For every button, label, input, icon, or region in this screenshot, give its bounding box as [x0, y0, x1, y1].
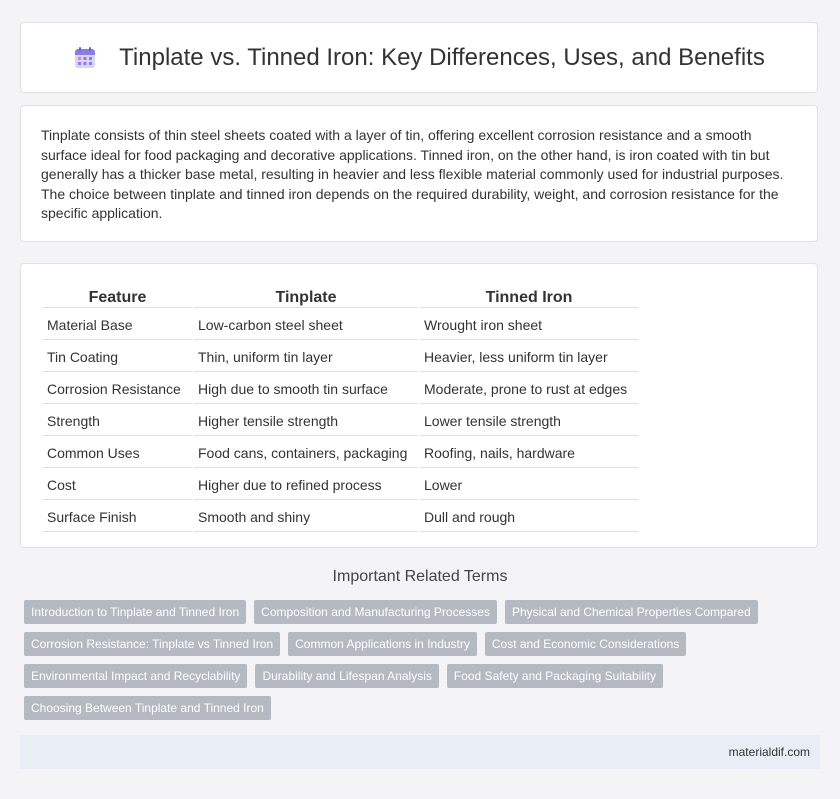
table-cell: High due to smooth tin surface: [194, 374, 418, 404]
table-cell: Low-carbon steel sheet: [194, 310, 418, 340]
title-wrap: [73, 44, 765, 72]
related-term-link[interactable]: Choosing Between Tinplate and Tinned Iron: [24, 696, 271, 720]
related-term-link[interactable]: Environmental Impact and Recyclability: [24, 664, 247, 688]
table-cell: Dull and rough: [420, 502, 638, 532]
page-title: Tinplate vs. Tinned Iron: Key Differences, Uses, and Benefits: [119, 43, 765, 71]
comparison-card: [20, 263, 818, 548]
table-cell: Thin, uniform tin layer: [194, 342, 418, 372]
related-term-link[interactable]: Common Applications in Industry: [288, 632, 477, 656]
header-feature: Feature: [43, 289, 192, 308]
table-cell: Moderate, prone to rust at edges: [420, 374, 638, 404]
related-terms-title: Important Related Terms: [332, 568, 508, 585]
table-row: [43, 502, 638, 532]
comparison-table: [41, 287, 640, 534]
related-term-link[interactable]: Composition and Manufacturing Processes: [254, 600, 497, 624]
footer: [20, 735, 820, 769]
table-cell: Higher tensile strength: [194, 406, 418, 436]
table-row: [43, 374, 638, 404]
calendar-icon: [73, 46, 97, 70]
table-cell: Lower: [420, 470, 638, 500]
table-cell: Food cans, containers, packaging: [194, 438, 418, 468]
table-cell: Smooth and shiny: [194, 502, 418, 532]
table-cell: Tin Coating: [43, 342, 192, 372]
table-row: [43, 406, 638, 436]
table-cell: Wrought iron sheet: [420, 310, 638, 340]
table-cell: Lower tensile strength: [420, 406, 638, 436]
table-header-row: [43, 289, 638, 308]
table-cell: Corrosion Resistance: [43, 374, 192, 404]
related-term-link[interactable]: Food Safety and Packaging Suitability: [447, 664, 663, 688]
table-cell: Common Uses: [43, 438, 192, 468]
table-cell: Material Base: [43, 310, 192, 340]
table-cell: Cost: [43, 470, 192, 500]
footer-site-link[interactable]: materialdif.com: [728, 745, 810, 759]
related-term-link[interactable]: Durability and Lifespan Analysis: [255, 664, 438, 688]
table-row: [43, 342, 638, 372]
header-tinplate: Tinplate: [194, 289, 418, 308]
intro-card: [20, 105, 818, 242]
table-cell: Roofing, nails, hardware: [420, 438, 638, 468]
table-row: [43, 310, 638, 340]
related-term-link[interactable]: Corrosion Resistance: Tinplate vs Tinned Iron: [24, 632, 280, 656]
related-terms-list: [24, 600, 784, 728]
table-cell: Higher due to refined process: [194, 470, 418, 500]
table-cell: Surface Finish: [43, 502, 192, 532]
table-cell: Strength: [43, 406, 192, 436]
header-tinned-iron: Tinned Iron: [420, 289, 638, 308]
related-term-link[interactable]: Cost and Economic Considerations: [485, 632, 686, 656]
table-row: [43, 438, 638, 468]
related-term-link[interactable]: Introduction to Tinplate and Tinned Iron: [24, 600, 246, 624]
related-term-link[interactable]: Physical and Chemical Properties Compared: [505, 600, 758, 624]
table-cell: Heavier, less uniform tin layer: [420, 342, 638, 372]
table-row: [43, 470, 638, 500]
header-card: [20, 22, 818, 93]
intro-paragraph: Tinplate consists of thin steel sheets coated with a layer of tin, offering excellent corrosion resistance and a smooth surface ideal for food packaging and decorative applications. Tinned iron, on the other hand, is iron coated with tin but generally has a thicker base metal, resulting in heavier and less flexible material commonly used for industrial purposes. The choice between tinplate and tinned iron depends on the required durability, weight, and corrosion resistance for the specific application.: [41, 127, 784, 221]
